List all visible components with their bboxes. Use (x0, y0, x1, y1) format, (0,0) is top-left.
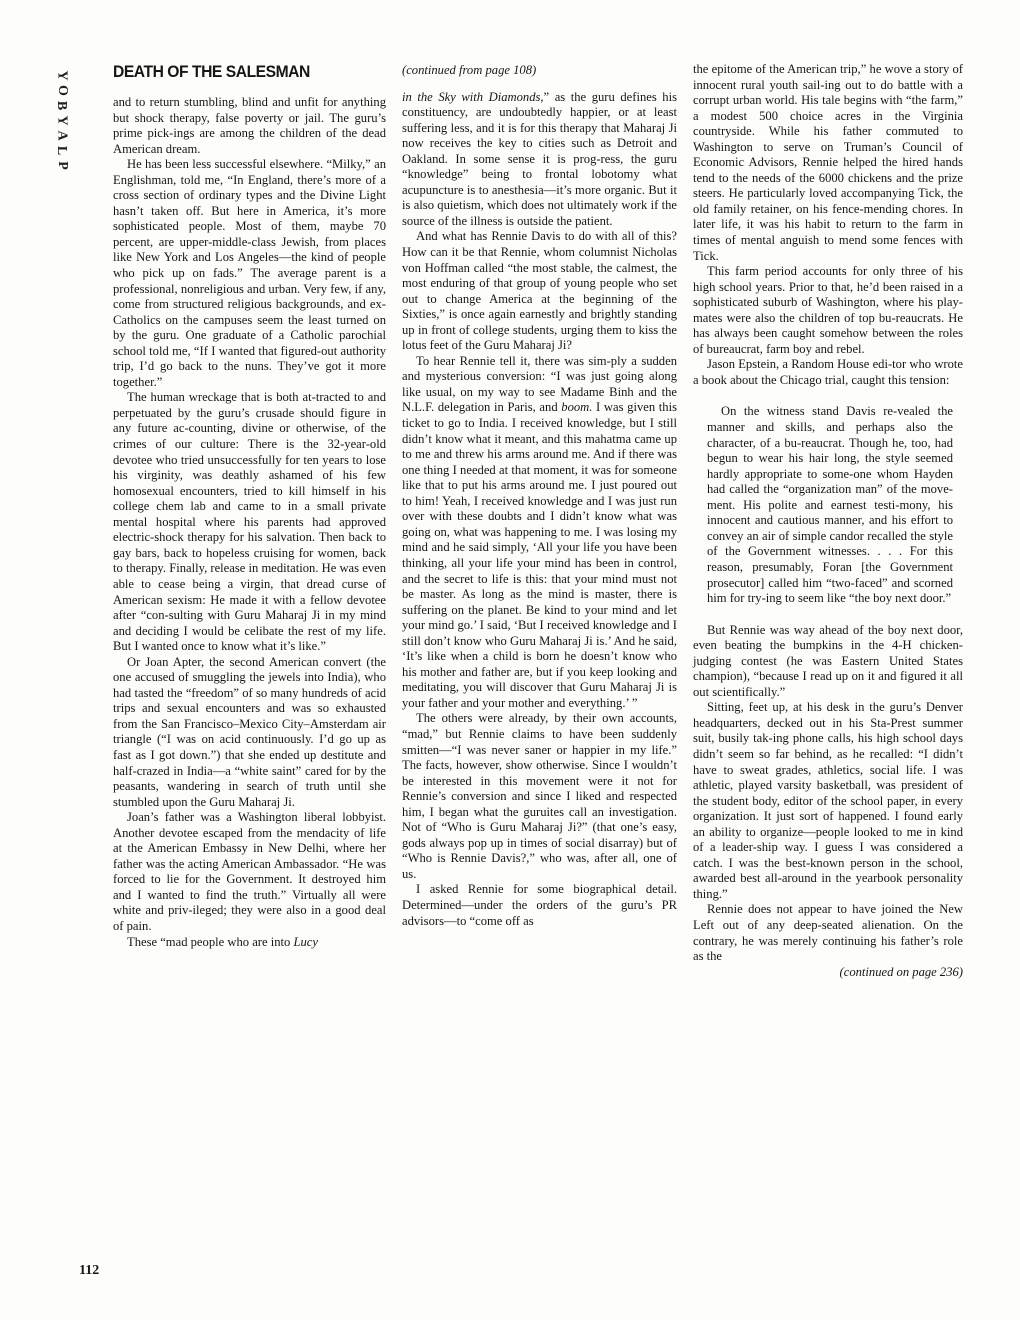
paragraph: Or Joan Apter, the second American convert (the one accused of smuggling the jewels into India), who had tasted the “freedom” of so many hundreds of acid trips and sexual encounters and was so exhausted from the San Francisco–Mexico City–Amsterdam air triangle (“I was on acid continuously. I’d go up as fast as I got down.”) that she ended up destitute and half-crazed in India—a “white saint” cared for by the peasants, wandering in search of truth until she stumbled upon the Guru Maharaj Ji. (113, 654, 386, 809)
magazine-letter: Y (54, 115, 70, 126)
paragraph: the epitome of the American trip,” he wove a story of innocent rural youth sail-ing out to do battle with a corrupt urban world. His tale begins with “the farm,” a modest 500 choice acres in the Virginia countryside. While his father commuted to Washington to serve on Truman’s Council of Economic Advisors, Rennie helped the hired hands tend to the needs of the 6000 chickens and the prize steers. He particularly loved accompanying Tick, the old family retainer, on his fence-mending chores. In later life, it was his habit to return to the farm in times of mental anguish to mend some fences with Tick. (693, 62, 963, 263)
paragraph: Joan’s father was a Washington liberal lobbyist. Another devotee escaped from the mendacity of life at the American Embassy in New Delhi, where her father was the acting American Ambassador. “He was forced to lie for the Government. It destroyed him and I wanted to find the truth.” Virtually all were white and priv-ileged; they were also in a good deal of pain. (113, 810, 386, 933)
paragraph: And what has Rennie Davis to do with all of this? How can it be that Rennie, whom columnist Nicholas von Hoffman called “the most stable, the calmest, the most enduring of that group of young people who set out to change America at the beginning of the Sixties,” is once again earnestly and brightly standing up in front of college students, urging them to kiss the lotus feet of the Guru Maharaj Ji? (402, 229, 677, 353)
paragraph: The others were already, by their own accounts, “mad,” but Rennie claims to have been suddenly smitten—“I was never saner or happier in my life.” The facts, however, show otherwise. Since I wouldn’t be interested in this movement were it not for Rennie’s conversion and since I liked and respected him, I began what the guruites call an investigation. Not of “Who is Guru Maharaj Ji?” (that one’s easy, gods always pop up in times of social disarray) but of “Who is Rennie Davis?,” who was, after all, one of us. (402, 711, 677, 881)
paragraph-text: I was given this ticket to go to India. I received knowledge, but I still didn’t know what it meant, and this mahatma came up to me and threw his arms around me. And if there was one thing I needed at that moment, it was for someone like that to put his arms around me. I just poured out to him! Yeah, I received knowledge and I was just run over with these doubts and I didn’t know what was going on, what was happening to me. I was losing my mind and he said simply, ‘All your life you have been thinking, all your life your mind has been in control, and the secret to life is this: that your mind must not be master. As long as the mind is master, there is suffering on the planet. Be kind to your mind and let your mind go.’ I said, ‘But I received knowledge and I still don’t know who Guru Maharaj Ji is.’ And he said, ‘It’s like when a child is born he doesn’t know who his mother and father are, but if you keep looking and meditating, you will discover that Guru Maharaj Ji is your father and your mother and everything.’ ” (402, 400, 677, 710)
italic-text: in the Sky with Diamonds, (402, 89, 544, 104)
paragraph-text: ” as the guru defines his constituency, are undoubtedly happier, or at least suffering less, and it is for this therapy that Maharaj Ji now receives the key to cities such as Detroit and Oakland. In some sense it is prog-ress, the guru “knowledge” being to frontal lobotomy what acupuncture is to anesthesia—it’s more organic. But it is also quietism, which does not ultimately work if the source of the illness is outside the patient. (402, 89, 677, 228)
paragraph (402, 354, 677, 712)
paragraph-text: To hear Rennie tell it, there was sim-ply a sudden and mysterious conversion: “I was just going along like usual, on my way to see Madame Binh and the N.L.F. delegation in Paris, and (402, 353, 677, 415)
paragraph: But Rennie was way ahead of the boy next door, even beating the bumpkins in the 4-H chicken-judging contest (he was Eastern United States champion), “because I read up on it and figured it all out scientifically.” (693, 622, 963, 699)
paragraph: I asked Rennie for some biographical detail. Determined—under the orders of the guru’s PR advisors—to “come off as (402, 882, 677, 928)
article-column-1 (113, 62, 386, 950)
magazine-letter: P (54, 161, 70, 170)
block-quote (707, 404, 953, 606)
magazine-letter: O (54, 85, 70, 96)
quote-text: On the witness stand Davis re-vealed the manner and skills, and perhaps also the character, of a bu-reaucrat. Though he, too, had begun to wear his hair long, the style seemed hardly appropriate to some-one whom Hayden had called the “organization man” of the move-ment. His polite and earnest testi-mony, his innocent and cautious manner, and his effort to convey an air of simple candor recalled the style of the Government witnesses. . . . For this reason, presumably, Foran [the Government prosecutor] called him “two-faced” and scorned him for try-ing to seem like “the boy next door.” (707, 404, 953, 606)
paragraph: and to return stumbling, blind and unfit for anything but shock therapy, false poverty or jail. The guru’s prime pick-ings are among the children of the dead American dream. (113, 95, 386, 156)
article-column-2 (402, 62, 677, 929)
article-title: DEATH OF THE SALESMAN (113, 62, 310, 81)
magazine-letter: A (54, 130, 70, 141)
magazine-letter: L (54, 145, 70, 156)
paragraph: This farm period accounts for only three of his high school years. Prior to that, he’d been raised in a sophisticated suburb of Washington, where his play-mates were also the children of top bu-reaucrats. He has always been caught somehow between the roles of bureaucrat, farm boy and rebel. (693, 264, 963, 356)
continued-on-note: (continued on page 236) (839, 964, 963, 979)
paragraph: He has been less successful elsewhere. “Milky,” an Englishman, told me, “In England, there’s more of a cross section of ordinary types and the Divine Light hasn’t taken off. But here in America, it’s more sophisticated people. Most of them, maybe 70 percent, are upper-middle-class Jewish, from places like New York and Los Angeles—the kind of people who pick up on fads.” The average parent is a professional, nonreligious and urban. Very few, if any, come from structured religious backgrounds, and ex-Catholics on the campuses seem the least turned on by the guru. One graduate of a Catholic parochial school told me, “If I wanted that figured-out authority trip, I’d go back to the nuns. They’ve got it more together.” (113, 157, 386, 389)
italic-text: boom. (561, 400, 593, 415)
page-number: 112 (79, 1263, 100, 1278)
paragraph: Rennie does not appear to have joined the New Left out of any deep-seated alienation. On the contrary, he was merely continuing his father’s role as the (693, 902, 963, 964)
paragraph-text: These “mad people who are into (127, 934, 294, 949)
magazine-name-vertical (52, 68, 72, 173)
magazine-letter: B (54, 100, 70, 111)
paragraph: The human wreckage that is both at-tracted to and perpetuated by the guru’s crusade should figure in any future ac-counting, divine or otherwise, of the crimes of our culture: There is the 32-year-old devotee who tried unsuccessfully for ten years to lose his virginity, was deathly ashamed of his few homosexual encounters, tried to kill himself in his college chem lab and came to in a small private mental hospital where his parents had approved electric-shock therapy for his salvation. Then back to gay bars, back to hopeless cruising for women, back to therapy. Finally, release in meditation. He was even able to cease being a virgin, that dread curse of American sexism: He made it with a fellow devotee after “con-sulting with Guru Maharaj Ji in my mind and deciding I would be celibate the rest of my life. But I wanted once to know what it’s like.” (113, 390, 386, 654)
paragraph: Sitting, feet up, at his desk in the guru’s Denver headquarters, decked out in his Sta-Prest summer suit, busily tak-ing phone calls, his high school days didn’t seem so far behind, as he recalled: “I didn’t have to sweat grades, athletics, social life. I was athletic, played varsity basketball, was president of the student body, editor of the school paper, in every organization. It just sort of happened. I found early an ability to organize—people looked to me in kind of a leader-ship way. I guess I was considered a catch. I was the best-known person in the school, awarded best all-around in the yearbook personality thing.” (693, 700, 963, 901)
paragraph: Jason Epstein, a Random House edi-tor who wrote a book about the Chicago trial, caught this tension: (693, 357, 963, 387)
italic-text: Lucy (293, 934, 318, 949)
article-column-3 (693, 62, 963, 980)
continued-from-note: (continued from page 108) (402, 63, 537, 77)
paragraph (402, 90, 677, 230)
magazine-letter: Y (54, 70, 70, 81)
paragraph (113, 935, 386, 951)
